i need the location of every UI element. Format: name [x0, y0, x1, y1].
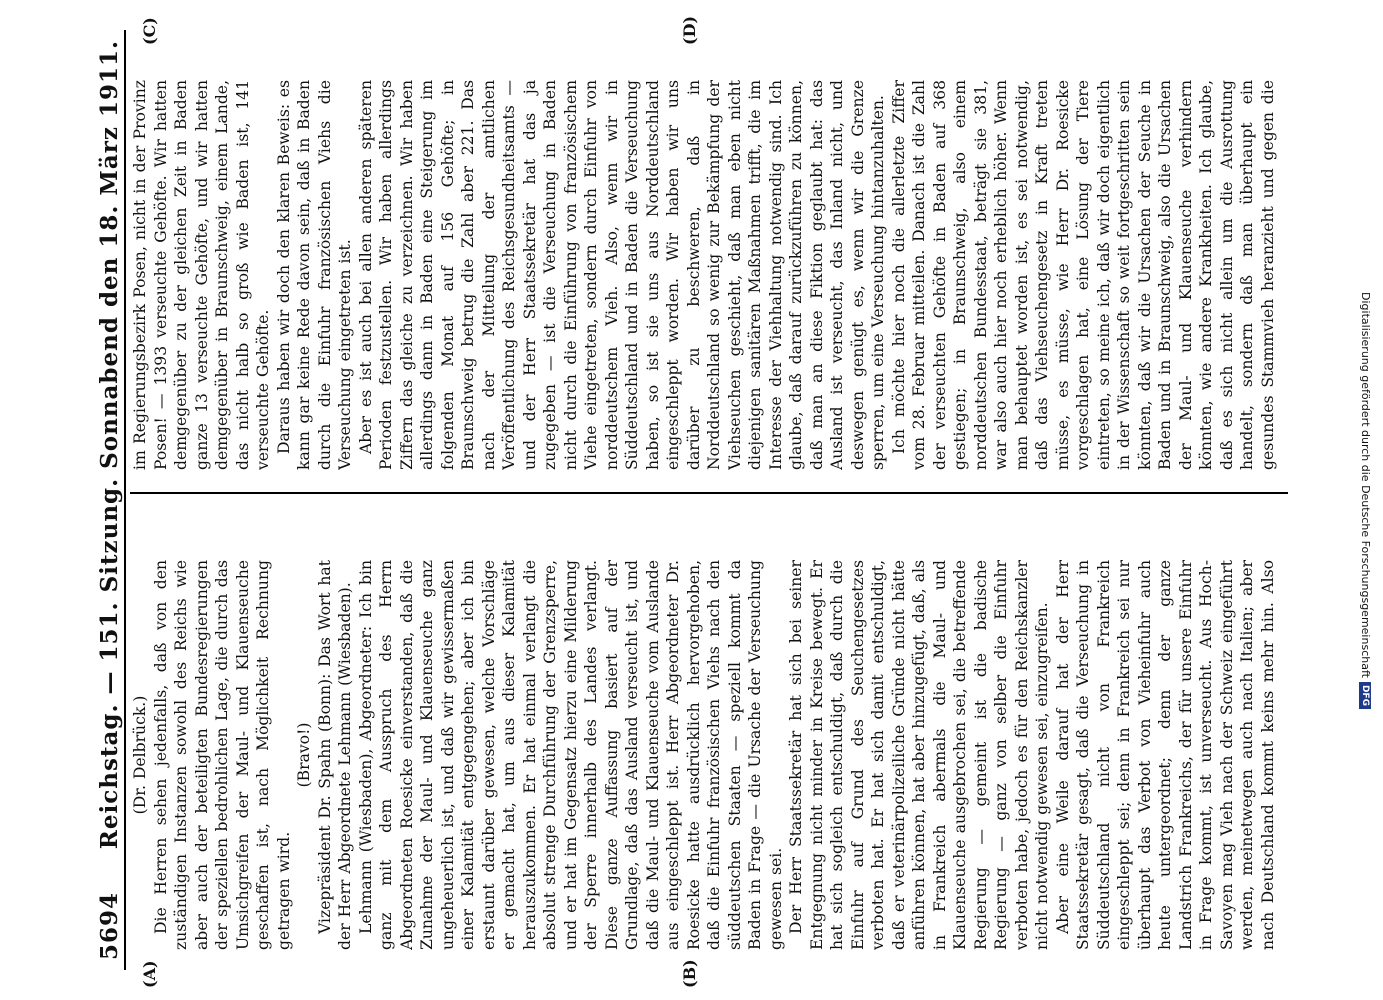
right-column — [130, 80, 1280, 470]
interjection: (Bravo!) — [295, 722, 313, 788]
credit-text: Digitalisierung gefördert durch die Deutsche Forschungsgemeinschaft — [1358, 291, 1372, 678]
paragraph: Aber es ist auch bei allen anderen späteren Perioden festzustellen. Wir haben allerdings Ziffern das gleiche zu verzeichnen. Wir haben allerdings dann in Baden eine Steigerung im folgenden Monat auf 156 Gehöfte; in Braunschweig betrug die Zahl aber 221. Das nach der Mitteilung der amtlichen Veröffentlichung des Reichsgesundheitsamts — und der Herr Staatssekretär hat das ja zugegeben — ist die Verseuchung in Baden nicht durch die Einführung von französischem Viehe eingetreten, sondern durch Einfuhr von norddeutschem Vieh. Also, wenn wir in Süddeutschland und in Baden die Verseuchung haben, so ist sie uns aus Norddeutschland eingeschleppt worden. Wir haben wir uns darüber zu beschweren, daß in Norddeutschland so wenig zur Bekämpfung der Viehseuchen geschieht, daß man eben nicht diejenigen sanitären Maßnahmen trifft, die im Interesse der Viehhaltung notwendig sind. Ich glaube, daß darauf zurückzuführen zu können, daß man an diese Fiktion geglaubt hat: das Ausland ist verseucht, das Inland nicht, und deswegen genügt es, wenn wir die Grenze sperren, um eine Verseuchung hintanzuhalten. — [356, 80, 887, 470]
header-rule — [124, 30, 126, 970]
margin-mark-c: (C) — [140, 17, 159, 45]
speaker-note: (Dr. Delbrück.) — [131, 695, 149, 815]
paragraph: im Regierungsbezirk Posen, nicht in der Provinz Posen! — 1393 verseuchte Gehöfte. Wir hatten demgegenüber zu der gleichen Zeit in Baden ganze 13 verseuchte Gehöfte, und wir hatten demgegenüber in Braunschweig, einem Lande, das nicht halb so groß wie Baden ist, 141 verseuchte Gehöfte. — [131, 80, 272, 470]
paragraph: Lehmann (Wiesbaden), Abgeordneter: Ich bin ganz mit dem Ausspruch des Herrn Abgeordneten Roesicke einverstanden, daß die Zunahme der Maul- und Klauenseuche ganz ungeheuerlich ist, und daß wir gewissermaßen einer Kalamität entgegengehen; aber ich bin erstaunt darüber gewesen, welche Vorschläge er gemacht hat, um aus dieser Kalamität herauszukommen. Er hat einmal verlangt die absolut strenge Durchführung der Grenzsperre, und er hat im Gegensatz hierzu eine Milderung der Sperre innerhalb des Landes verlangt. Diese ganze Auffassung basiert auf der Grundlage, daß das Ausland verseucht ist, und daß die Maul- und Klauenseuche vom Auslande aus eingeschleppt ist. Herr Abgeordneter Dr. Roesicke hatte ausdrücklich hervorgehoben, daß die Einfuhr französischen Viehs nach den süddeutschen Staaten — speziell kommt da Baden in Frage — die Ursache der Verseuchung gewesen sei. — [356, 560, 785, 950]
digitization-credit — [1352, 0, 1378, 1000]
paragraph: Daraus haben wir doch den klaren Beweis: es kann gar keine Rede davon sein, daß in Baden durch die Einfuhr französischen Viehs die Verseuchung eingetreten ist. — [274, 80, 354, 470]
paragraph: Aber eine Weile darauf hat der Herr Staatssekretär gesagt, daß die Verseuchung in Süddeutschland nicht von Frankreich eingeschleppt sei; denn in Frankreich sei nur überhaupt das Verbot von Vieheinfuhr auch heute untergeordnet; denn der ganze Landstrich Frankreichs, der für unsere Einfuhr in Frage kommt, ist unverseucht. Aus Hoch-Savoyen mag Vieh nach der Schweiz eingeführt werden, meinetwegen auch nach Italien; aber nach Deutschland kommt keins mehr hin. Also — [1053, 560, 1277, 950]
margin-mark-b: (B) — [680, 959, 699, 988]
paragraph: Der Herr Staatssekretär hat sich bei seiner Entgegnung nicht minder in Kreise bewegt. Er hat sich sogleich entschuldigt, daß durch die Einfuhr auf Grund des Seuchengesetzes verboten hat. Er hat sich damit entschuldigt, daß er veterinärpolizeiliche Gründe nicht hätte anführen können, hat aber hinzugefügt, daß, als in Frankreich abermals die Maul- und Klauenseuche ausgebrochen sei, die betreffende Regierung — gemeint ist die badische Regierung — ganz von selber die Einfuhr verboten habe, jedoch es für den Reichskanzler nicht notwendig gewesen sei, einzugreifen. — [787, 560, 1051, 950]
page-title: Reichstag. — 151. Sitzung. Sonnabend den 18. März 1911. — [95, 40, 123, 850]
dfg-logo: DFG — [1359, 681, 1371, 708]
paragraph: Vizepräsident Dr. Spahn (Bonn): Das Wort hat der Herr Abgeordnete Lehmann (Wiesbaden). — [315, 560, 354, 950]
page-header — [95, 40, 123, 960]
paragraph: Die Herren sehen jedenfalls, daß von den zuständigen Instanzen sowohl des Reichs wie aber auch der beteiligten Bundesregierungen der speziellen bedrohlichen Lage, die durch das Umsichgreifen der Maul- und Klauenseuche geschaffen ist, nach Möglichkeit Rechnung getragen wird. — [151, 560, 293, 950]
margin-mark-a: (A) — [140, 960, 159, 988]
paragraph: Ich möchte hier noch die allerletzte Ziffer vom 28. Februar mitteilen. Danach ist die Zahl der verseuchten Gehöfte in Baden auf 368 gestiegen; in Braunschweig, also einem norddeutschen Bundesstaat, beträgt sie 381, war also auch hier noch erheblich höher. Wenn man behauptet worden ist, es sei notwendig, daß das Viehseuchengesetz in Kraft treten müsse, es müsse, wie Herr Dr. Roesicke vorgeschlagen hat, eine Lösung der Tiere eintreten, so meine ich, daß wir doch eigentlich in der Wissenschaft so weit fortgeschritten sein könnten, daß wir die Ursachen der Seuche in Baden und in Braunschweig, also die Ursachen der Maul- und Klauenseuche verhindern könnten, wie andere Krankheiten. Ich glaube, daß es sich nicht allein um die Ausrottung handelt, sondern daß man überhaupt ein gesundes Stammvieh heranzieht und gegen die — [889, 80, 1277, 470]
margin-mark-d: (D) — [680, 15, 699, 45]
column-divider — [130, 492, 1288, 494]
left-column — [130, 560, 1280, 950]
page-number: 5694 — [95, 891, 123, 960]
